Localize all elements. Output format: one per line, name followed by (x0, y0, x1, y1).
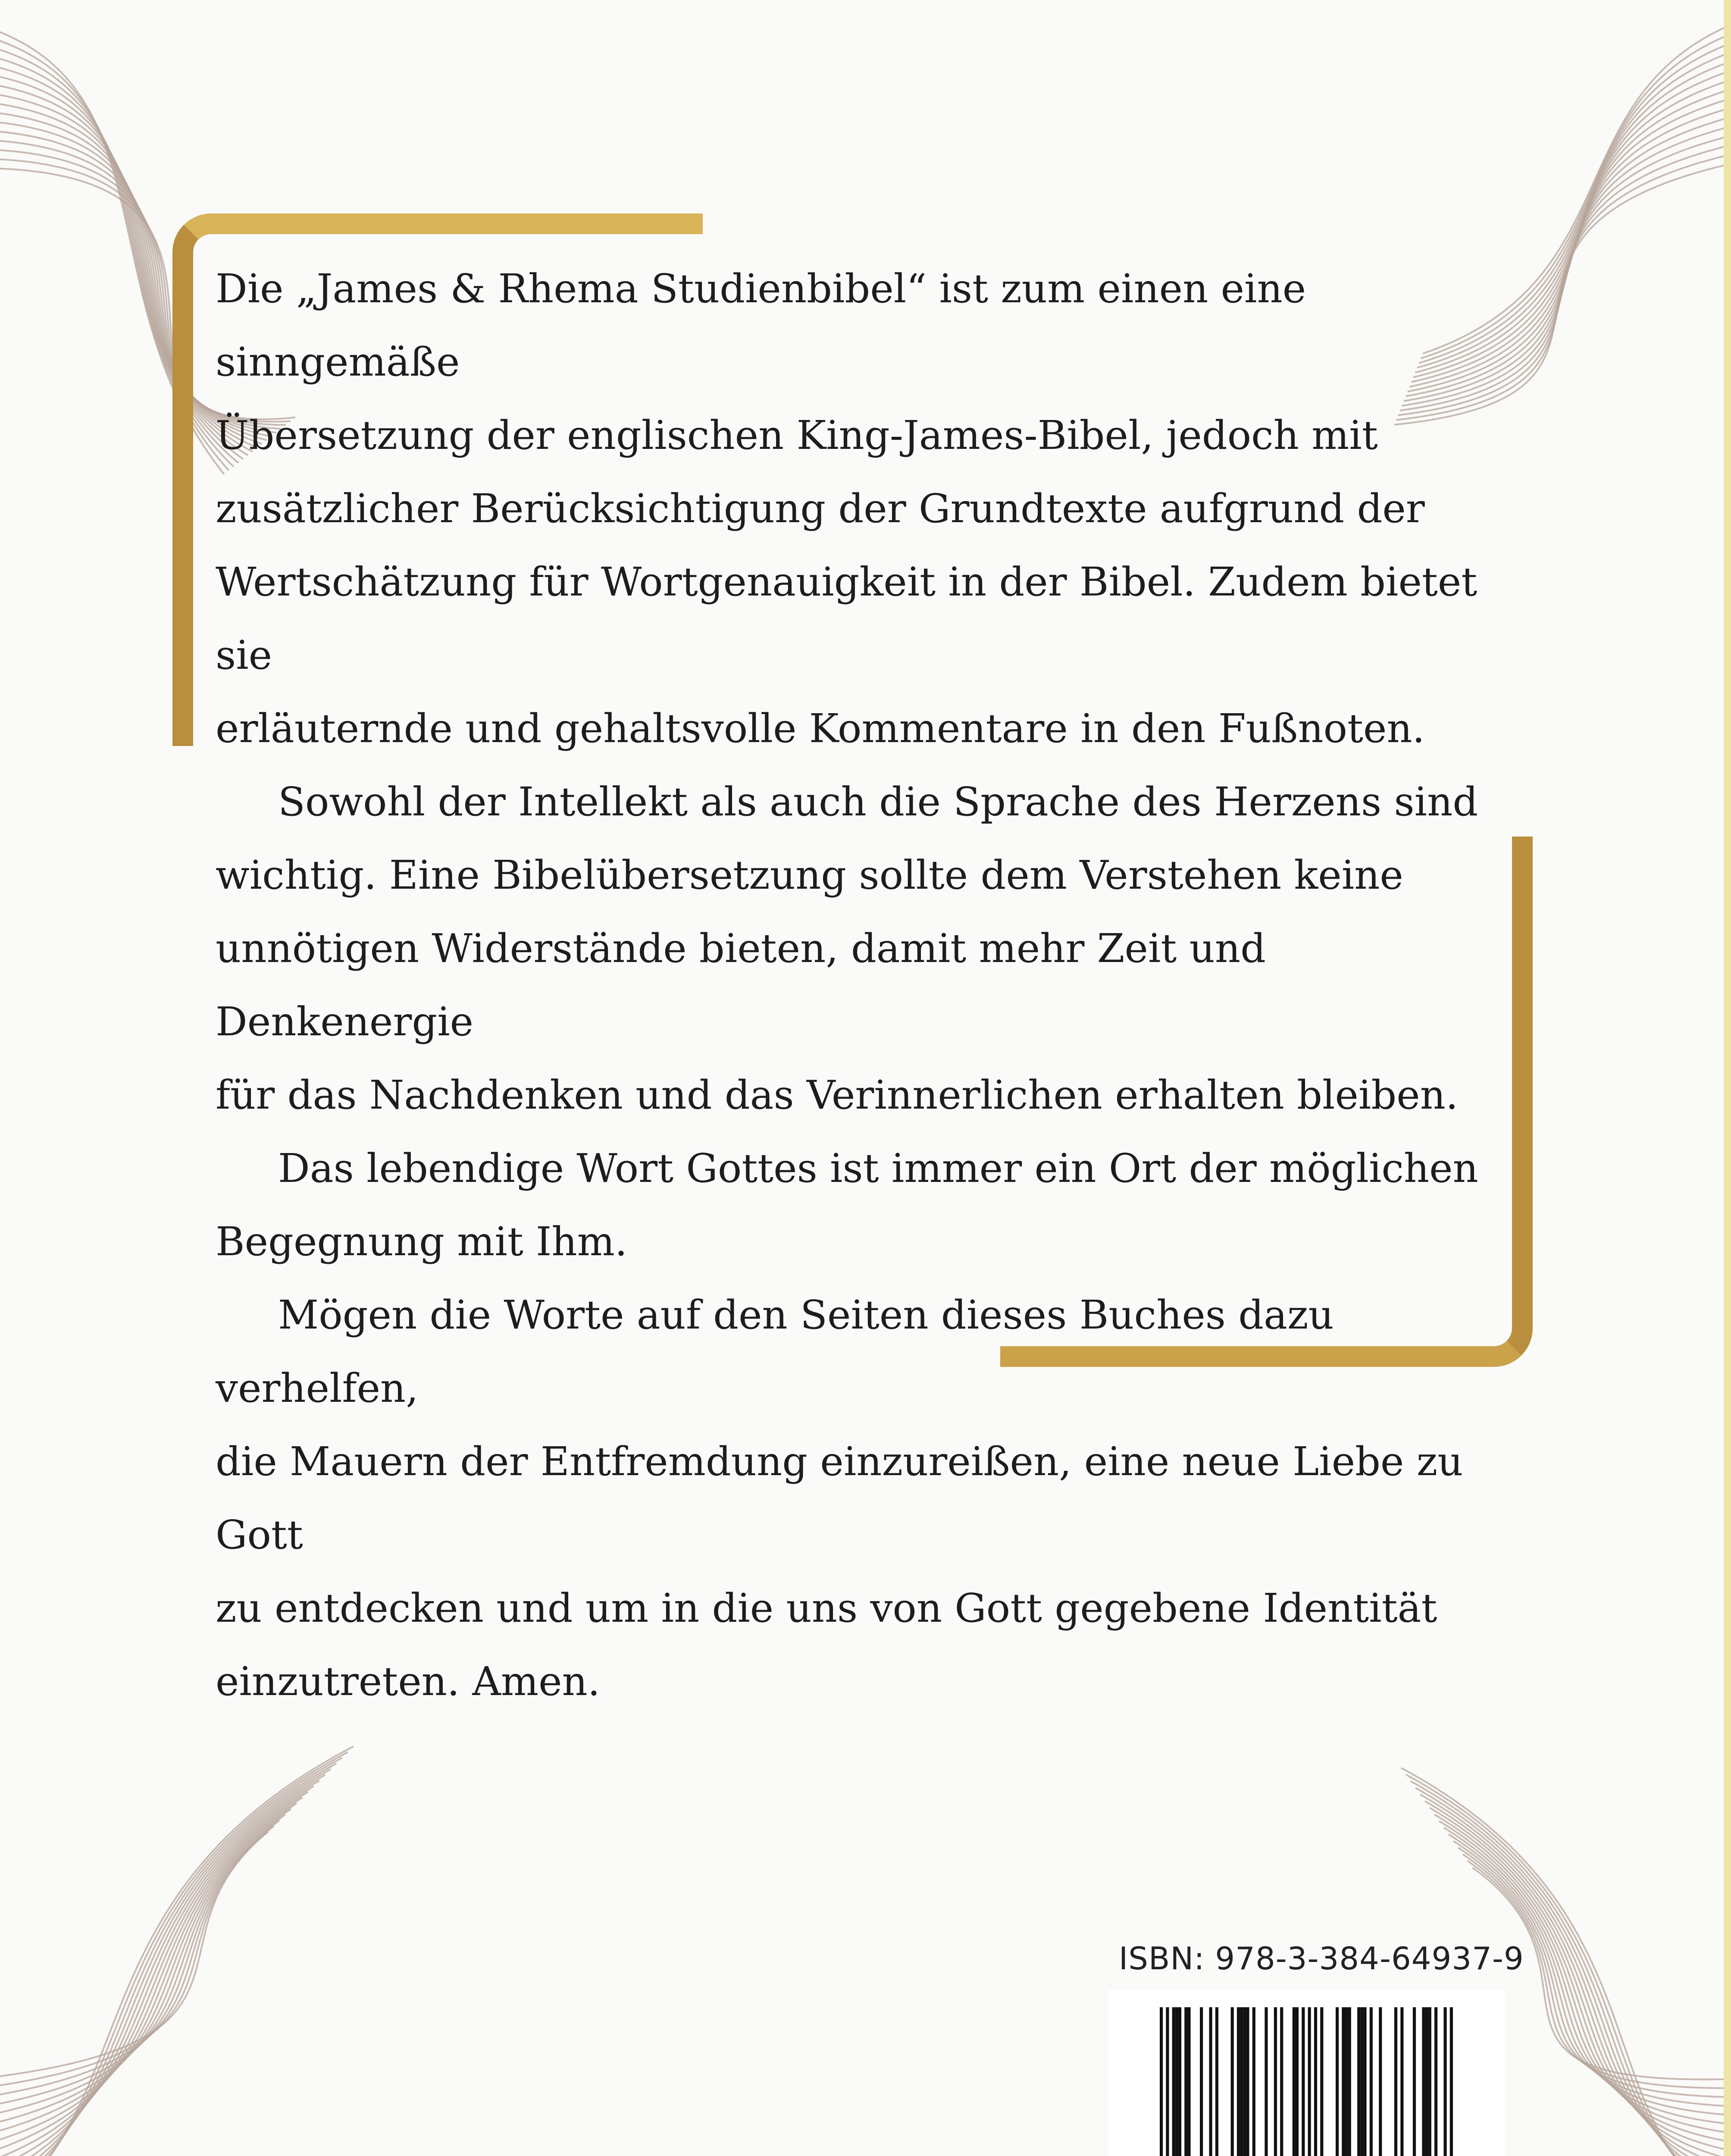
barcode-bar (1209, 2007, 1212, 2156)
text-line: die Mauern der Entfremdung einzureißen, eine neue Liebe zu Gott (216, 1438, 1463, 1558)
back-cover-text (216, 252, 1509, 1718)
text-line: zusätzlicher Berücksichtigung der Grundtexte aufgrund der (216, 486, 1425, 532)
text-line: wichtig. Eine Bibelübersetzung sollte dem Verstehen keine (216, 852, 1403, 898)
barcode-bar (1450, 2007, 1453, 2156)
barcode-bar (1428, 2007, 1431, 2156)
paragraph-1 (216, 252, 1509, 765)
text-line: zu entdecken und um in die uns von Gott gegebene Identität (216, 1585, 1437, 1631)
barcode-bar (1175, 2007, 1178, 2156)
barcode-bars (1160, 2007, 1453, 2156)
barcode-bar (1231, 2007, 1234, 2156)
barcode-bar (1348, 2007, 1351, 2156)
paragraph-2 (216, 765, 1509, 1132)
spine-edge-strip (1724, 0, 1731, 2156)
barcode-bar (1345, 2007, 1348, 2156)
barcode-bar (1178, 2007, 1181, 2156)
barcode-bar (1246, 2007, 1249, 2156)
text-line: Übersetzung der englischen King-James-Bibel, jedoch mit (216, 412, 1378, 458)
text-line: unnötigen Widerstände bieten, damit mehr Zeit und Denkenergie (216, 925, 1266, 1045)
text-line: für das Nachdenken und das Verinnerlichen erhalten bleiben. (216, 1072, 1459, 1118)
barcode-bar (1215, 2007, 1218, 2156)
wave-line (0, 1814, 285, 2107)
barcode-bar (1400, 2007, 1403, 2156)
paragraph-3 (216, 1132, 1509, 1279)
barcode-bar (1413, 2007, 1416, 2156)
barcode-bar (1425, 2007, 1428, 2156)
text-line: Das lebendige Wort Gottes ist immer ein Ort der möglichen (278, 1145, 1478, 1191)
barcode-bar (1422, 2007, 1425, 2156)
text-line: Die „James & Rhema Studienbibel“ ist zum einen eine sinngemäße (216, 266, 1306, 385)
paragraph-4 (216, 1279, 1509, 1718)
barcode-bar (1394, 2007, 1397, 2156)
text-line: Wertschätzung für Wortgenauigkeit in der Bibel. Zudem bietet sie (216, 559, 1477, 678)
barcode-bar (1240, 2007, 1243, 2156)
barcode-bar (1293, 2007, 1296, 2156)
barcode-bar (1243, 2007, 1246, 2156)
wave-line (0, 1758, 342, 2156)
barcode-bar (1200, 2007, 1203, 2156)
barcode-bar (1370, 2007, 1373, 2156)
barcode-bar (1444, 2007, 1447, 2156)
barcode-bar (1302, 2007, 1305, 2156)
barcode-bar (1314, 2007, 1317, 2156)
barcode-bar (1308, 2007, 1311, 2156)
barcode-bar (1342, 2007, 1345, 2156)
barcode-bar (1187, 2007, 1190, 2156)
isbn-label: ISBN: 978-3-384-64937-9 (1119, 1940, 1524, 1977)
text-line: einzutreten. Amen. (216, 1658, 601, 1705)
wave-line (0, 1809, 291, 2116)
barcode-bar (1160, 2007, 1163, 2156)
barcode-bar (1237, 2007, 1240, 2156)
barcode-bar (1184, 2007, 1187, 2156)
barcode-bar (1265, 2007, 1268, 2156)
text-line: Mögen die Worte auf den Seiten dieses Buches dazu verhelfen, (216, 1292, 1334, 1411)
barcode-bar (1320, 2007, 1323, 2156)
barcode-bar (1252, 2007, 1255, 2156)
wave-line (0, 1746, 354, 2156)
barcode-bar (1336, 2007, 1339, 2156)
text-line: Begegnung mit Ihm. (216, 1219, 628, 1265)
barcode-bar (1296, 2007, 1299, 2156)
barcode-bar (1166, 2007, 1169, 2156)
barcode (1108, 1990, 1505, 2156)
barcode-bar (1172, 2007, 1175, 2156)
barcode-bar (1357, 2007, 1360, 2156)
barcode-bar (1274, 2007, 1277, 2156)
barcode-bar (1363, 2007, 1366, 2156)
text-line: erläuternde und gehaltsvolle Kommentare in den Fußnoten. (216, 705, 1425, 752)
barcode-bar (1379, 2007, 1382, 2156)
text-line: Sowohl der Intellekt als auch die Sprache des Herzens sind (278, 779, 1478, 825)
barcode-bar (1434, 2007, 1437, 2156)
barcode-bar (1360, 2007, 1363, 2156)
barcode-bar (1280, 2007, 1283, 2156)
